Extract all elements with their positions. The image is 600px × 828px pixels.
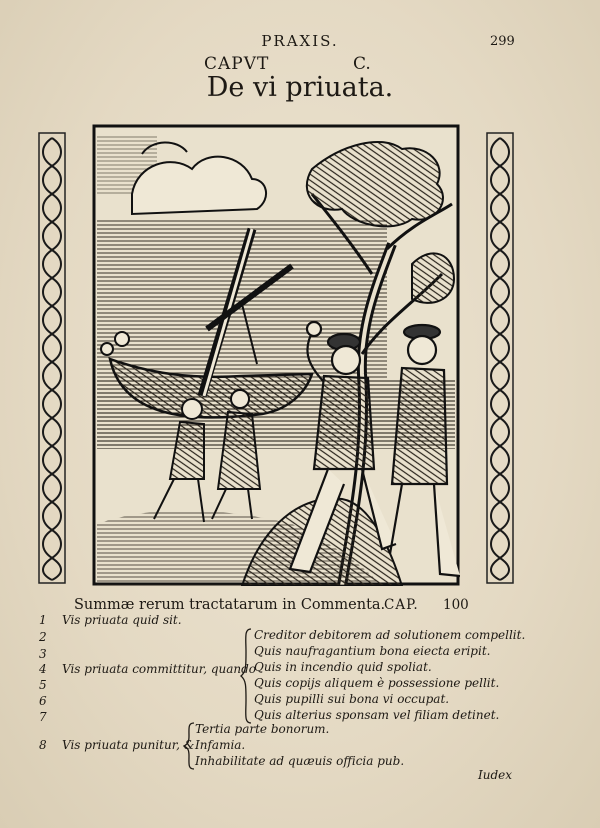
catchword: Iudex [478,768,513,782]
cap-number: 100 [443,597,469,613]
woodcut-illustration [92,124,460,586]
summary-heading: Summæ rerum tractatarum in Commenta. [74,597,386,613]
chapter-number: C. [353,54,371,74]
committitur-item: Quis in incendio quid spoliat. [254,660,432,674]
ornamental-border-left [38,132,66,584]
committitur-item: Quis pupilli sui bona vi occupat. [254,692,450,706]
running-title: PRAXIS. [261,32,339,50]
cap-label: CAP. [384,597,419,613]
line-text: Vis priuata committitur, quando [62,662,257,676]
punitur-item: Tertia parte bonorum. [195,722,330,736]
committitur-item: Creditor debitorem ad solutionem compellit. [254,628,526,642]
punitur-item: Infamia. [195,738,246,752]
committitur-item: Quis copijs aliquem è possessione pellit. [254,676,500,690]
line-number: 8 [39,738,47,752]
brace-committitur [240,628,252,724]
brace-punitur [183,722,195,770]
committitur-item: Quis naufragantium bona eiecta eripit. [254,644,491,658]
ornamental-border-right [486,132,514,584]
line-number: 2 [39,630,47,644]
line-text: Vis priuata quid sit. [62,613,182,627]
line-number: 1 [39,613,47,627]
committitur-item: Quis alterius sponsam vel filiam detinet. [254,708,500,722]
page-number: 299 [490,34,515,49]
line-number: 5 [39,678,47,692]
line-number: 6 [39,694,47,708]
line-number: 4 [39,662,47,676]
line-number: 3 [39,647,47,661]
line-text: Vis priuata punitur, & [62,738,195,752]
chapter-label: CAPVT [204,54,270,74]
line-number: 7 [39,710,47,724]
chapter-title: De vi priuata. [206,72,394,103]
punitur-item: Inhabilitate ad quæuis officia pub. [195,754,405,768]
